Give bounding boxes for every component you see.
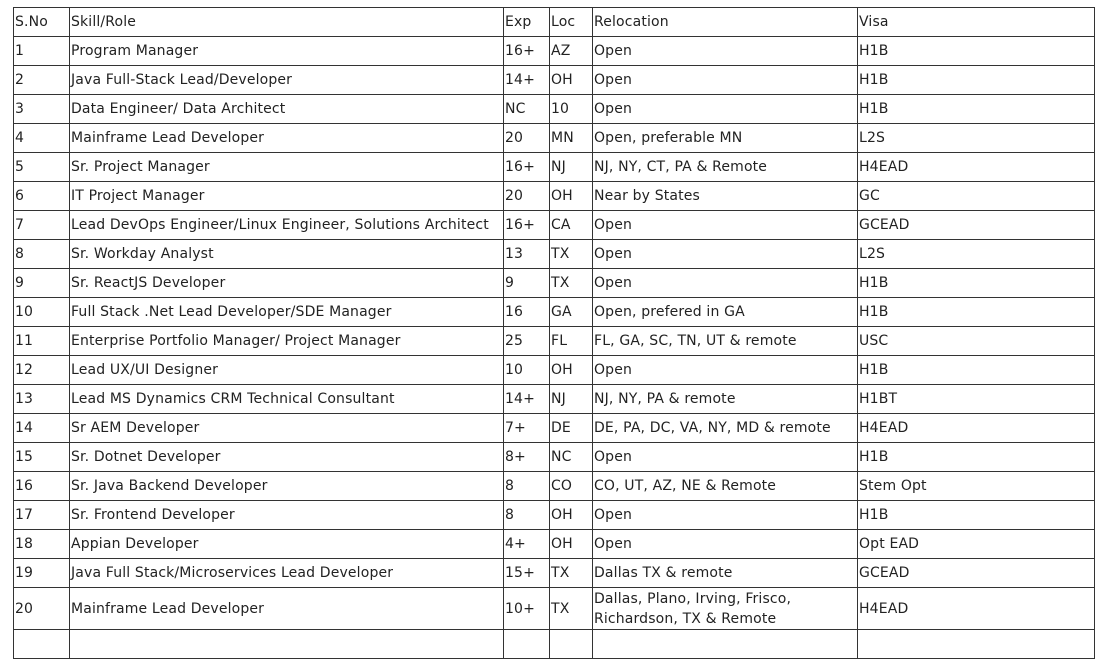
cell-sno <box>14 630 70 659</box>
cell-relocation: Open, preferable MN <box>593 124 858 153</box>
table-row <box>14 298 1095 327</box>
cell-relocation: Open <box>593 530 858 559</box>
cell-exp: 14+ <box>504 385 550 414</box>
cell-skill-role: Sr. Frontend Developer <box>70 501 504 530</box>
cell-skill-role <box>70 630 504 659</box>
cell-visa: H1B <box>858 95 1095 124</box>
cell-skill-role: Sr. Workday Analyst <box>70 240 504 269</box>
cell-sno: 7 <box>14 211 70 240</box>
table-row <box>14 95 1095 124</box>
cell-loc: CA <box>550 211 593 240</box>
cell-exp: 7+ <box>504 414 550 443</box>
cell-sno: 4 <box>14 124 70 153</box>
cell-sno: 11 <box>14 327 70 356</box>
cell-exp: 25 <box>504 327 550 356</box>
cell-loc: TX <box>550 240 593 269</box>
cell-relocation: Open <box>593 66 858 95</box>
cell-loc: NJ <box>550 153 593 182</box>
cell-loc: OH <box>550 501 593 530</box>
cell-relocation: CO, UT, AZ, NE & Remote <box>593 472 858 501</box>
cell-skill-role: Java Full-Stack Lead/Developer <box>70 66 504 95</box>
cell-visa: USC <box>858 327 1095 356</box>
cell-loc: NJ <box>550 385 593 414</box>
cell-exp: 8 <box>504 472 550 501</box>
cell-exp: 9 <box>504 269 550 298</box>
cell-loc: CO <box>550 472 593 501</box>
cell-relocation: Dallas, Plano, Irving, Frisco, Richardson, TX & Remote <box>593 588 858 630</box>
cell-skill-role: Sr. Java Backend Developer <box>70 472 504 501</box>
cell-loc: NC <box>550 443 593 472</box>
table-row <box>14 66 1095 95</box>
cell-exp <box>504 630 550 659</box>
header-loc: Loc <box>550 8 593 37</box>
header-skill-role: Skill/Role <box>70 8 504 37</box>
cell-exp: 10+ <box>504 588 550 630</box>
cell-relocation: Open <box>593 37 858 66</box>
cell-skill-role: IT Project Manager <box>70 182 504 211</box>
cell-relocation: Open <box>593 240 858 269</box>
cell-skill-role: Lead DevOps Engineer/Linux Engineer, Solutions Architect <box>70 211 504 240</box>
table-body <box>14 37 1095 659</box>
table-row <box>14 124 1095 153</box>
cell-skill-role: Mainframe Lead Developer <box>70 124 504 153</box>
table-row <box>14 501 1095 530</box>
cell-relocation: NJ, NY, PA & remote <box>593 385 858 414</box>
table-row <box>14 385 1095 414</box>
header-row <box>14 8 1095 37</box>
cell-skill-role: Full Stack .Net Lead Developer/SDE Manager <box>70 298 504 327</box>
cell-relocation: Open <box>593 95 858 124</box>
cell-sno: 13 <box>14 385 70 414</box>
cell-visa: H1B <box>858 501 1095 530</box>
header-sno: S.No <box>14 8 70 37</box>
cell-sno: 14 <box>14 414 70 443</box>
cell-relocation: DE, PA, DC, VA, NY, MD & remote <box>593 414 858 443</box>
cell-visa: H4EAD <box>858 414 1095 443</box>
cell-skill-role: Data Engineer/ Data Architect <box>70 95 504 124</box>
cell-relocation: Open <box>593 443 858 472</box>
cell-visa: H1B <box>858 356 1095 385</box>
cell-visa: H1B <box>858 269 1095 298</box>
cell-relocation: NJ, NY, CT, PA & Remote <box>593 153 858 182</box>
header-exp: Exp <box>504 8 550 37</box>
cell-skill-role: Program Manager <box>70 37 504 66</box>
cell-sno: 12 <box>14 356 70 385</box>
cell-loc: TX <box>550 559 593 588</box>
cell-skill-role: Appian Developer <box>70 530 504 559</box>
cell-loc: MN <box>550 124 593 153</box>
cell-loc <box>550 630 593 659</box>
cell-loc: OH <box>550 356 593 385</box>
cell-visa: H4EAD <box>858 588 1095 630</box>
table-header <box>14 8 1095 37</box>
cell-visa: L2S <box>858 124 1095 153</box>
cell-exp: 20 <box>504 182 550 211</box>
skills-table <box>13 7 1095 659</box>
cell-sno: 10 <box>14 298 70 327</box>
cell-visa: H1B <box>858 37 1095 66</box>
cell-sno: 3 <box>14 95 70 124</box>
table-row <box>14 327 1095 356</box>
cell-loc: DE <box>550 414 593 443</box>
cell-visa: H1B <box>858 66 1095 95</box>
cell-relocation: Near by States <box>593 182 858 211</box>
cell-visa: GC <box>858 182 1095 211</box>
cell-loc: OH <box>550 182 593 211</box>
skills-table-container <box>13 7 1095 659</box>
cell-visa: GCEAD <box>858 211 1095 240</box>
cell-visa: L2S <box>858 240 1095 269</box>
cell-relocation: Open <box>593 269 858 298</box>
cell-sno: 8 <box>14 240 70 269</box>
cell-loc: 10 <box>550 95 593 124</box>
cell-sno: 17 <box>14 501 70 530</box>
cell-visa: GCEAD <box>858 559 1095 588</box>
cell-sno: 6 <box>14 182 70 211</box>
cell-skill-role: Sr. Project Manager <box>70 153 504 182</box>
cell-skill-role: Sr AEM Developer <box>70 414 504 443</box>
cell-sno: 9 <box>14 269 70 298</box>
cell-exp: 13 <box>504 240 550 269</box>
cell-skill-role: Lead UX/UI Designer <box>70 356 504 385</box>
cell-exp: 16 <box>504 298 550 327</box>
table-row <box>14 472 1095 501</box>
cell-relocation: Open <box>593 211 858 240</box>
cell-loc: TX <box>550 269 593 298</box>
cell-skill-role: Lead MS Dynamics CRM Technical Consultant <box>70 385 504 414</box>
table-row <box>14 37 1095 66</box>
table-row <box>14 269 1095 298</box>
cell-loc: AZ <box>550 37 593 66</box>
cell-sno: 15 <box>14 443 70 472</box>
cell-exp: 8+ <box>504 443 550 472</box>
cell-skill-role: Mainframe Lead Developer <box>70 588 504 630</box>
cell-exp: 15+ <box>504 559 550 588</box>
cell-skill-role: Sr. ReactJS Developer <box>70 269 504 298</box>
cell-visa: H1BT <box>858 385 1095 414</box>
table-row <box>14 588 1095 630</box>
cell-relocation: Dallas TX & remote <box>593 559 858 588</box>
cell-visa: H4EAD <box>858 153 1095 182</box>
cell-sno: 20 <box>14 588 70 630</box>
cell-visa: Opt EAD <box>858 530 1095 559</box>
cell-exp: 20 <box>504 124 550 153</box>
cell-loc: GA <box>550 298 593 327</box>
cell-relocation: FL, GA, SC, TN, UT & remote <box>593 327 858 356</box>
cell-exp: 16+ <box>504 211 550 240</box>
cell-skill-role: Sr. Dotnet Developer <box>70 443 504 472</box>
cell-exp: 16+ <box>504 37 550 66</box>
cell-relocation: Open <box>593 501 858 530</box>
cell-loc: OH <box>550 66 593 95</box>
table-row <box>14 356 1095 385</box>
cell-loc: TX <box>550 588 593 630</box>
table-row <box>14 240 1095 269</box>
header-relocation: Relocation <box>593 8 858 37</box>
cell-sno: 18 <box>14 530 70 559</box>
cell-exp: NC <box>504 95 550 124</box>
cell-loc: FL <box>550 327 593 356</box>
cell-relocation <box>593 630 858 659</box>
table-row <box>14 630 1095 659</box>
table-row <box>14 153 1095 182</box>
cell-sno: 2 <box>14 66 70 95</box>
cell-exp: 4+ <box>504 530 550 559</box>
cell-sno: 19 <box>14 559 70 588</box>
table-row <box>14 211 1095 240</box>
cell-exp: 16+ <box>504 153 550 182</box>
table-row <box>14 530 1095 559</box>
cell-skill-role: Java Full Stack/Microservices Lead Developer <box>70 559 504 588</box>
cell-visa: H1B <box>858 443 1095 472</box>
cell-visa: Stem Opt <box>858 472 1095 501</box>
table-row <box>14 182 1095 211</box>
table-row <box>14 443 1095 472</box>
header-visa: Visa <box>858 8 1095 37</box>
cell-sno: 1 <box>14 37 70 66</box>
cell-visa: H1B <box>858 298 1095 327</box>
cell-skill-role: Enterprise Portfolio Manager/ Project Manager <box>70 327 504 356</box>
cell-sno: 16 <box>14 472 70 501</box>
table-row <box>14 414 1095 443</box>
cell-visa <box>858 630 1095 659</box>
cell-sno: 5 <box>14 153 70 182</box>
table-row <box>14 559 1095 588</box>
cell-relocation: Open, prefered in GA <box>593 298 858 327</box>
cell-exp: 8 <box>504 501 550 530</box>
cell-exp: 10 <box>504 356 550 385</box>
cell-loc: OH <box>550 530 593 559</box>
cell-exp: 14+ <box>504 66 550 95</box>
cell-relocation: Open <box>593 356 858 385</box>
